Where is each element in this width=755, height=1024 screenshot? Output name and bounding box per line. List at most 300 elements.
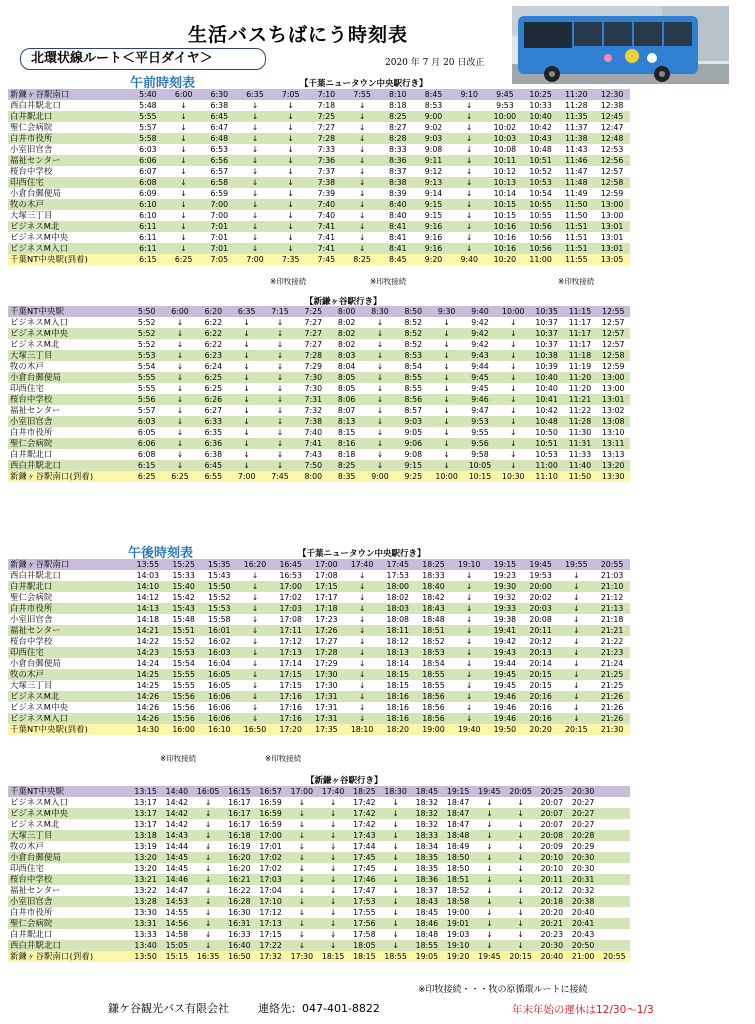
departure-time: 12:59: [602, 362, 625, 371]
timetable-row: [8, 929, 630, 940]
departure-time: 15:56: [172, 703, 195, 712]
transfer-note: ※印牧接続: [270, 277, 307, 286]
departure-time: 20:13: [529, 648, 552, 657]
departure-time: 18:15: [386, 681, 410, 690]
departure-time: ↓: [180, 145, 187, 154]
departure-time: ↓: [204, 809, 212, 818]
departure-time: 8:33: [389, 145, 407, 154]
timetable-row: [8, 405, 630, 416]
departure-time: 11:43: [565, 145, 588, 154]
departure-time: 11:51: [565, 222, 588, 231]
departure-time: 20:43: [571, 930, 595, 939]
departure-time: 17:32: [259, 952, 282, 961]
departure-time: 14:25: [136, 681, 160, 690]
departure-time: 8:56: [404, 395, 423, 404]
departure-time: 8:37: [389, 167, 407, 176]
departure-time: ↓: [251, 637, 259, 646]
departure-time: 16:02: [208, 637, 231, 646]
departure-time: ↓: [251, 604, 259, 613]
departure-time: 10:53: [529, 178, 552, 187]
departure-time: 11:50: [565, 211, 588, 220]
departure-time: ↓: [176, 428, 184, 437]
departure-time: ↓: [298, 853, 306, 862]
departure-time: ↓: [243, 450, 250, 459]
departure-time: ↓: [392, 930, 399, 939]
departure-time: 16:59: [259, 798, 282, 807]
stop-name: 牧の木戸: [10, 361, 44, 371]
departure-time: ↓: [517, 831, 524, 840]
departure-time: 7:33: [317, 145, 336, 154]
departure-time: ↓: [329, 897, 337, 906]
stop-name: ビジネスM北: [10, 339, 60, 349]
departure-time: 7:01: [210, 244, 229, 253]
departure-time: ↓: [358, 101, 366, 110]
departure-time: ↓: [176, 384, 184, 393]
departure-time: ↓: [392, 875, 399, 884]
departure-time: 18:55: [415, 941, 439, 950]
departure-time: ↓: [251, 714, 259, 723]
departure-time: ↓: [243, 340, 250, 349]
departure-time: 9:42: [471, 329, 489, 338]
departure-time: 9:30: [437, 307, 456, 316]
departure-time: 13:05: [600, 255, 624, 264]
departure-time: 9:53: [471, 417, 489, 426]
departure-time: 21:18: [600, 615, 624, 624]
departure-time: 19:45: [478, 952, 501, 961]
stop-name: 白井駅北口: [10, 929, 53, 939]
departure-time: 5:55: [137, 373, 156, 382]
departure-time: 11:50: [565, 200, 588, 209]
route-label: 北環状線ルート＜平日ダイヤ＞: [20, 48, 266, 70]
departure-time: 11:21: [568, 395, 592, 404]
departure-time: 20:20: [529, 725, 552, 734]
am-in-direction: 【新鎌ヶ谷駅行き】: [305, 297, 382, 307]
departure-time: 6:10: [139, 211, 157, 220]
departure-time: 13:01: [600, 233, 624, 242]
departure-time: 7:00: [210, 200, 229, 209]
departure-time: 10:40: [535, 384, 558, 393]
departure-time: ↓: [251, 681, 259, 690]
departure-time: ↓: [376, 329, 384, 338]
departure-time: 8:02: [337, 340, 356, 349]
departure-time: ↓: [517, 941, 524, 950]
departure-time: 20:07: [540, 798, 564, 807]
departure-time: ↓: [329, 941, 337, 950]
departure-time: ↓: [287, 167, 294, 176]
departure-time: 16:33: [228, 930, 251, 939]
departure-time: 17:16: [279, 692, 302, 701]
departure-time: 14:42: [165, 798, 189, 807]
departure-time: 18:25: [353, 787, 376, 796]
departure-time: [599, 863, 630, 874]
departure-time: 8:05: [337, 384, 356, 393]
stop-name: 白井市役所: [10, 133, 53, 143]
departure-time: 17:30: [315, 681, 338, 690]
departure-time: ↓: [180, 123, 187, 132]
departure-time: 14:22: [136, 637, 160, 646]
timetable-row: [8, 328, 630, 339]
departure-time: ↓: [376, 351, 384, 360]
departure-time: ↓: [465, 167, 473, 176]
departure-time: ↓: [573, 703, 580, 712]
departure-time: 15:53: [208, 604, 231, 613]
departure-time: 18:47: [446, 798, 470, 807]
departure-time: 14:21: [136, 626, 160, 635]
departure-time: 20:15: [565, 725, 588, 734]
departure-time: 18:45: [415, 787, 439, 796]
departure-time: 20:00: [529, 582, 552, 591]
timetable-row: [8, 350, 630, 361]
departure-time: ↓: [465, 222, 473, 231]
departure-time: 17:10: [259, 897, 282, 906]
timetable-row: [8, 636, 630, 647]
departure-time: 12:38: [600, 101, 624, 110]
departure-time: 9:00: [424, 112, 443, 121]
departure-time: 17:30: [290, 952, 314, 961]
departure-time: 8:02: [337, 318, 356, 327]
departure-time: 21:12: [600, 593, 624, 602]
departure-time: ↓: [465, 615, 473, 624]
departure-time: 20:11: [529, 626, 552, 635]
departure-time: 6:22: [204, 318, 223, 327]
departure-time: ↓: [510, 340, 517, 349]
departure-time: 8:41: [389, 222, 407, 231]
departure-time: ↓: [465, 593, 473, 602]
departure-time: 6:26: [204, 395, 223, 404]
departure-time: ↓: [276, 362, 284, 371]
departure-time: 10:37: [535, 318, 558, 327]
departure-time: 18:45: [415, 908, 439, 917]
departure-time: 12:57: [600, 167, 624, 176]
stop-name: 小室旧官舎: [10, 144, 53, 154]
bus-photo: [512, 6, 729, 84]
departure-time: 10:42: [535, 406, 558, 415]
departure-time: 13:20: [134, 853, 157, 862]
departure-time: ↓: [287, 200, 294, 209]
departure-time: 20:18: [540, 897, 564, 906]
departure-time: 17:40: [321, 787, 345, 796]
departure-time: 14:12: [136, 593, 160, 602]
departure-time: 8:54: [404, 362, 423, 371]
departure-time: ↓: [329, 798, 337, 807]
departure-time: ↓: [358, 615, 366, 624]
departure-time: 17:27: [315, 637, 338, 646]
departure-time: 14:55: [165, 908, 189, 917]
departure-time: ↓: [180, 244, 187, 253]
departure-time: 14:42: [165, 820, 189, 829]
stop-name: 小倉台郵便局: [10, 188, 61, 198]
departure-time: 6:38: [210, 101, 229, 110]
departure-time: 19:32: [493, 593, 517, 602]
departure-time: ↓: [517, 820, 524, 829]
departure-time: ↓: [392, 919, 399, 928]
departure-time: ↓: [376, 450, 384, 459]
departure-time: 11:38: [565, 134, 588, 143]
departure-time: 13:01: [602, 395, 625, 404]
departure-time: [599, 852, 630, 863]
footer-transfer-note: ※印牧接続・・・牧の原循環ルートに接続: [418, 985, 588, 995]
departure-time: 16:50: [228, 952, 251, 961]
departure-time: ↓: [443, 329, 450, 338]
departure-time: 19:00: [422, 725, 445, 734]
departure-time: 18:53: [422, 648, 445, 657]
departure-time: 6:48: [210, 134, 229, 143]
departure-time: 11:19: [568, 362, 592, 371]
departure-time: 20:15: [509, 952, 532, 961]
departure-time: 7:41: [317, 244, 336, 253]
departure-time: 17:45: [386, 560, 410, 569]
departure-time: 21:23: [600, 648, 624, 657]
departure-time: ↓: [204, 919, 212, 928]
departure-time: 10:00: [502, 307, 525, 316]
departure-time: [599, 918, 630, 929]
departure-time: ↓: [486, 809, 493, 818]
departure-time: 20:23: [540, 930, 564, 939]
departure-time: 14:47: [165, 886, 189, 895]
departure-time: ↓: [486, 831, 493, 840]
departure-time: ↓: [517, 798, 524, 807]
departure-time: 16:53: [279, 571, 302, 580]
departure-time: ↓: [243, 318, 250, 327]
stop-name: 小室旧官舎: [10, 614, 53, 624]
stop-name: 白井駅北口: [10, 111, 53, 121]
departure-time: 18:11: [386, 626, 410, 635]
departure-time: 13:17: [134, 820, 157, 829]
departure-time: ↓: [358, 604, 366, 613]
departure-time: 10:48: [529, 145, 552, 154]
departure-time: 5:40: [139, 90, 157, 99]
departure-time: 7:32: [304, 406, 323, 415]
timetable-row: [8, 122, 630, 133]
departure-time: ↓: [251, 670, 259, 679]
departure-time: 10:20: [493, 255, 517, 264]
stop-name: 牧の木戸: [10, 199, 44, 209]
departure-time: ↓: [517, 853, 524, 862]
departure-time: 9:25: [404, 472, 423, 481]
departure-time: 12:47: [600, 123, 624, 132]
departure-time: ↓: [287, 134, 294, 143]
timetable-row: [8, 885, 630, 896]
departure-time: ↓: [180, 167, 187, 176]
departure-time: ↓: [358, 244, 366, 253]
departure-time: 18:43: [415, 897, 439, 906]
departure-time: 10:16: [493, 244, 517, 253]
departure-time: 17:45: [353, 864, 376, 873]
departure-time: ↓: [251, 222, 259, 231]
timetable-row: [8, 221, 630, 232]
page-title: 生活バスちばにう時刻表: [188, 24, 409, 46]
departure-time: ↓: [287, 222, 294, 231]
departure-time: 19:15: [493, 560, 517, 569]
departure-time: ↓: [573, 648, 580, 657]
departure-time: ↓: [510, 450, 517, 459]
stop-name: 白井市役所: [10, 427, 53, 437]
departure-time: ↓: [251, 123, 259, 132]
departure-time: ↓: [276, 318, 284, 327]
departure-time: 15:56: [172, 714, 195, 723]
departure-time: 11:33: [568, 450, 592, 459]
departure-time: ↓: [251, 101, 259, 110]
departure-time: ↓: [276, 373, 284, 382]
stop-name: 福祉センター: [10, 155, 61, 165]
departure-time: 6:15: [139, 255, 157, 264]
departure-time: 6:03: [137, 417, 156, 426]
departure-time: 18:03: [386, 604, 410, 613]
departure-time: 8:57: [404, 406, 423, 415]
departure-time: ↓: [465, 604, 473, 613]
departure-time: 7:38: [304, 417, 323, 426]
departure-time: 11:00: [535, 461, 558, 470]
stop-name: 牧の木戸: [10, 841, 44, 851]
departure-time: 6:33: [204, 417, 223, 426]
departure-time: ↓: [486, 886, 493, 895]
departure-time: ↓: [510, 417, 517, 426]
stop-name: 小室旧官舎: [10, 416, 53, 426]
departure-time: ↓: [176, 406, 184, 415]
departure-time: 17:11: [279, 626, 302, 635]
departure-time: 10:51: [529, 156, 552, 165]
departure-time: 20:12: [540, 886, 564, 895]
departure-time: 16:21: [228, 875, 251, 884]
departure-time: 19:45: [493, 670, 517, 679]
timetable-row: [8, 361, 630, 372]
departure-time: ↓: [376, 318, 384, 327]
stop-name: 西白井駅北口: [10, 100, 61, 110]
timetable-row: [8, 808, 630, 819]
departure-time: 5:57: [139, 123, 157, 132]
departure-time: ↓: [573, 692, 580, 701]
stop-name: 西白井駅北口: [10, 940, 61, 950]
timetable-row: [8, 819, 630, 830]
departure-time: 8:18: [389, 101, 407, 110]
departure-time: 17:04: [259, 886, 282, 895]
departure-time: 9:16: [424, 222, 443, 231]
departure-time: 8:45: [389, 255, 407, 264]
departure-time: 8:38: [389, 178, 407, 187]
departure-time: ↓: [251, 692, 259, 701]
departure-time: [599, 874, 630, 885]
departure-time: 6:05: [137, 428, 156, 437]
departure-time: 19:33: [493, 604, 517, 613]
departure-time: 20:03: [529, 604, 552, 613]
departure-time: ↓: [251, 648, 259, 657]
departure-time: ↓: [517, 919, 524, 928]
departure-time: ↓: [573, 637, 580, 646]
departure-time: 6:24: [204, 362, 223, 371]
departure-time: ↓: [376, 395, 384, 404]
stop-name: 白井市役所: [10, 907, 53, 917]
departure-time: 17:12: [279, 637, 302, 646]
departure-time: 9:15: [424, 200, 443, 209]
departure-time: 14:44: [165, 842, 189, 851]
departure-time: 17:00: [290, 787, 314, 796]
departure-time: ↓: [358, 156, 366, 165]
timetable-row: [8, 559, 630, 570]
departure-time: 16:40: [228, 941, 251, 950]
departure-time: 7:41: [304, 439, 323, 448]
stop-name: 聖仁会病院: [10, 122, 53, 132]
departure-time: ↓: [180, 233, 187, 242]
departure-time: 18:52: [422, 637, 445, 646]
departure-time: ↓: [176, 351, 184, 360]
departure-time: ↓: [243, 395, 250, 404]
departure-time: 6:08: [137, 450, 156, 459]
departure-time: 15:35: [208, 560, 231, 569]
departure-time: ↓: [376, 461, 384, 470]
departure-time: 7:01: [210, 222, 229, 231]
departure-time: 12:30: [600, 90, 624, 99]
departure-time: 5:57: [137, 406, 156, 415]
departure-time: 6:06: [139, 156, 157, 165]
departure-time: 20:55: [600, 560, 624, 569]
departure-time: ↓: [465, 200, 473, 209]
departure-time: 17:31: [315, 692, 338, 701]
departure-time: 17:28: [315, 648, 338, 657]
departure-time: ↓: [510, 395, 517, 404]
departure-time: ↓: [486, 853, 493, 862]
timetable-row: [8, 460, 630, 471]
departure-time: ↓: [392, 886, 399, 895]
departure-time: 9:47: [471, 406, 489, 415]
departure-time: 7:35: [281, 255, 300, 264]
departure-time: 9:45: [471, 384, 489, 393]
timetable-row: [8, 570, 630, 581]
departure-time: 20:10: [540, 853, 564, 862]
departure-time: 9:08: [424, 145, 443, 154]
timetable-row: [8, 306, 630, 317]
departure-time: 6:11: [139, 244, 157, 253]
departure-time: ↓: [486, 919, 493, 928]
departure-time: ↓: [510, 428, 517, 437]
transfer-note: ※印牧接続: [160, 754, 197, 763]
departure-time: ↓: [251, 626, 259, 635]
departure-time: 14:42: [165, 809, 189, 818]
departure-time: ↓: [443, 395, 450, 404]
departure-time: 18:55: [422, 681, 445, 690]
departure-time: 16:20: [228, 853, 251, 862]
departure-time: ↓: [376, 340, 384, 349]
departure-time: 7:00: [210, 211, 229, 220]
departure-time: 18:47: [446, 820, 470, 829]
pm-to-kamagaya-table: [8, 786, 630, 962]
departure-time: 18:15: [321, 952, 345, 961]
stop-name: 聖仁会病院: [10, 438, 53, 448]
departure-time: 15:58: [208, 615, 231, 624]
departure-time: ↓: [465, 244, 473, 253]
departure-time: 17:14: [279, 659, 302, 668]
departure-time: ↓: [329, 831, 337, 840]
departure-time: 18:33: [422, 571, 445, 580]
timetable-row: [8, 713, 630, 724]
departure-time: 7:45: [271, 472, 289, 481]
departure-time: ↓: [465, 582, 473, 591]
departure-time: 11:28: [565, 101, 588, 110]
departure-time: 16:45: [279, 560, 302, 569]
departure-time: 18:56: [422, 692, 445, 701]
departure-time: 9:45: [496, 90, 514, 99]
timetable-row: [8, 797, 630, 808]
departure-time: 11:47: [565, 167, 588, 176]
stop-name: 牧の木戸: [10, 669, 44, 679]
departure-time: ↓: [358, 167, 366, 176]
departure-time: ↓: [298, 919, 306, 928]
departure-time: 6:35: [237, 307, 256, 316]
departure-time: 19:45: [493, 681, 517, 690]
departure-time: 20:50: [571, 941, 595, 950]
departure-time: 20:38: [571, 897, 595, 906]
departure-time: ↓: [204, 930, 212, 939]
departure-time: 9:46: [471, 395, 489, 404]
